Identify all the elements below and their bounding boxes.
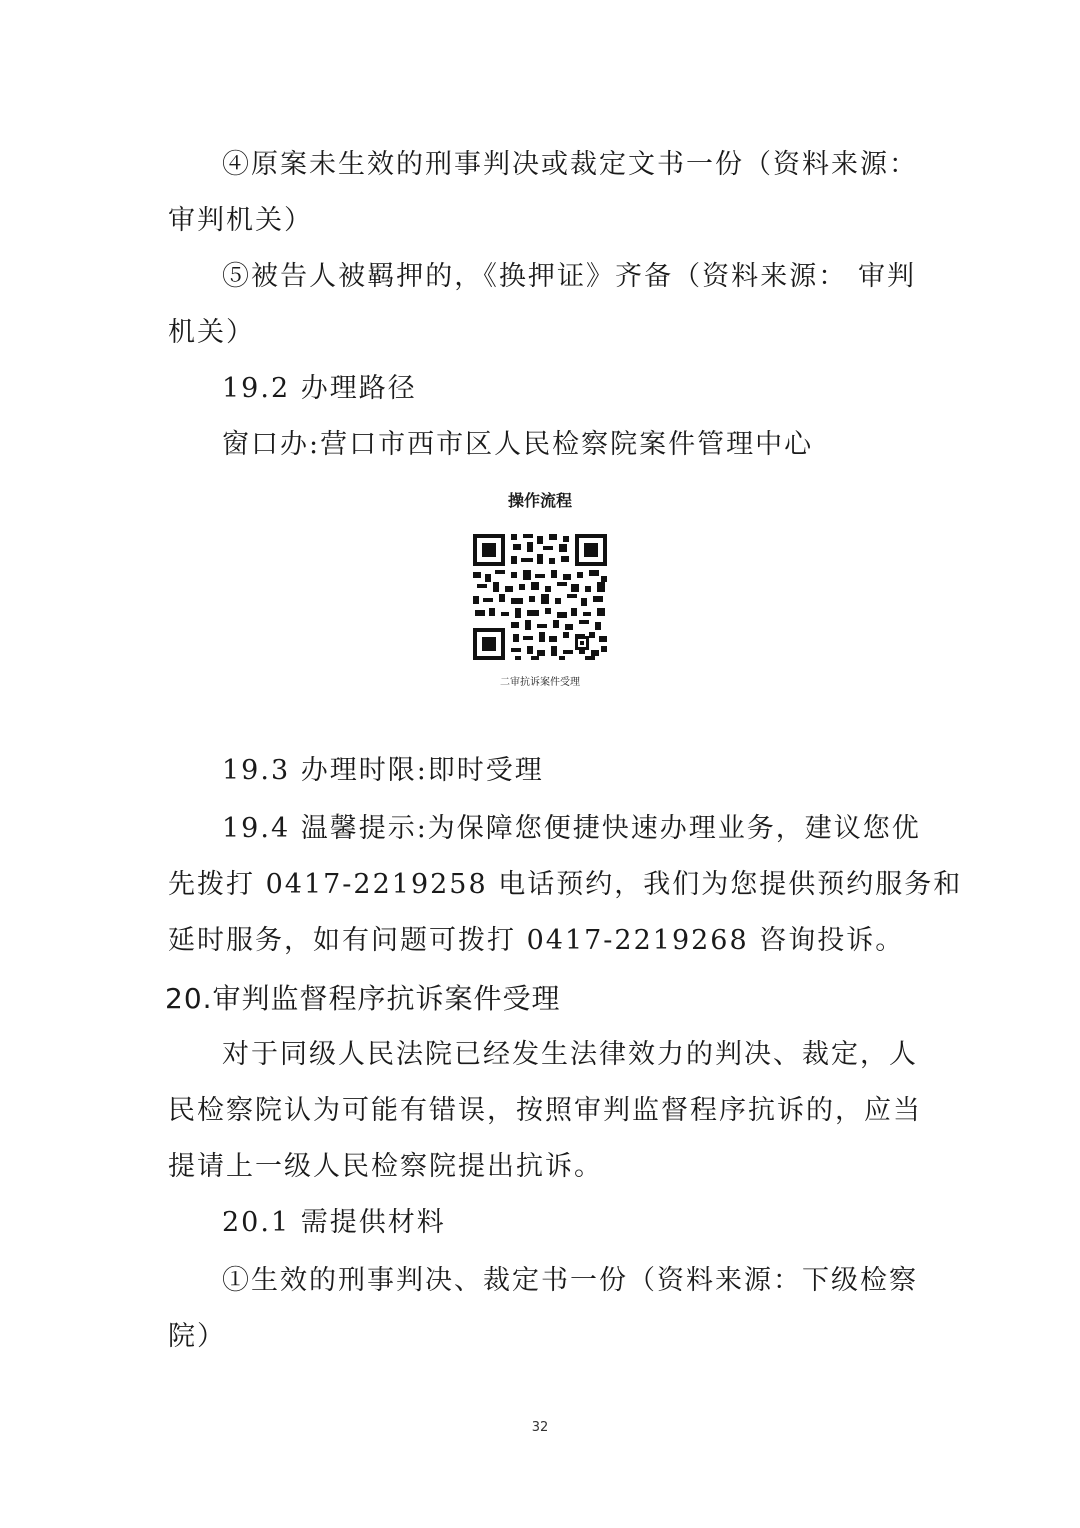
item-4-line-1: ④原案未生效的刑事判决或裁定文书一份（资料来源： — [222, 149, 918, 180]
qr-block — [440, 488, 640, 690]
window-location: 窗口办:营口市西市区人民检察院案件管理中心 — [222, 429, 814, 460]
qr-code-icon — [471, 532, 609, 662]
section-20-para-line-3: 提请上一级人民检察院提出抗诉。 — [168, 1151, 603, 1182]
item-5-line-1: ⑤被告人被羁押的，《换押证》齐备（资料来源： 审判 — [222, 261, 916, 292]
item-1-line-1: ①生效的刑事判决、裁定书一份（资料来源：下级检察 — [222, 1265, 918, 1296]
section-20-para-line-1: 对于同级人民法院已经发生法律效力的判决、裁定，人 — [222, 1039, 918, 1070]
item-4-line-2: 审判机关） — [168, 205, 313, 236]
page-number: 32 — [531, 1420, 549, 1435]
section-20-heading: 20.审判监督程序抗诉案件受理 — [165, 982, 561, 1015]
section-19-2-heading: 19.2 办理路径 — [222, 373, 417, 404]
qr-caption: 二审抗诉案件受理 — [500, 677, 580, 688]
item-1-line-2: 院） — [168, 1321, 226, 1352]
section-19-4-line-1: 19.4 温馨提示:为保障您便捷快速办理业务，建议您优 — [222, 813, 921, 844]
section-20-1-heading: 20.1 需提供材料 — [222, 1207, 446, 1238]
section-19-4-line-2: 先拨打 0417-2219258 电话预约，我们为您提供预约服务和 — [168, 869, 963, 900]
section-19-3: 19.3 办理时限:即时受理 — [222, 755, 544, 786]
section-19-4-line-3: 延时服务，如有问题可拨打 0417-2219268 咨询投诉。 — [168, 925, 905, 956]
qr-title: 操作流程 — [507, 491, 572, 510]
section-20-para-line-2: 民检察院认为可能有错误，按照审判监督程序抗诉的，应当 — [168, 1095, 922, 1126]
item-5-line-2: 机关） — [168, 317, 255, 348]
